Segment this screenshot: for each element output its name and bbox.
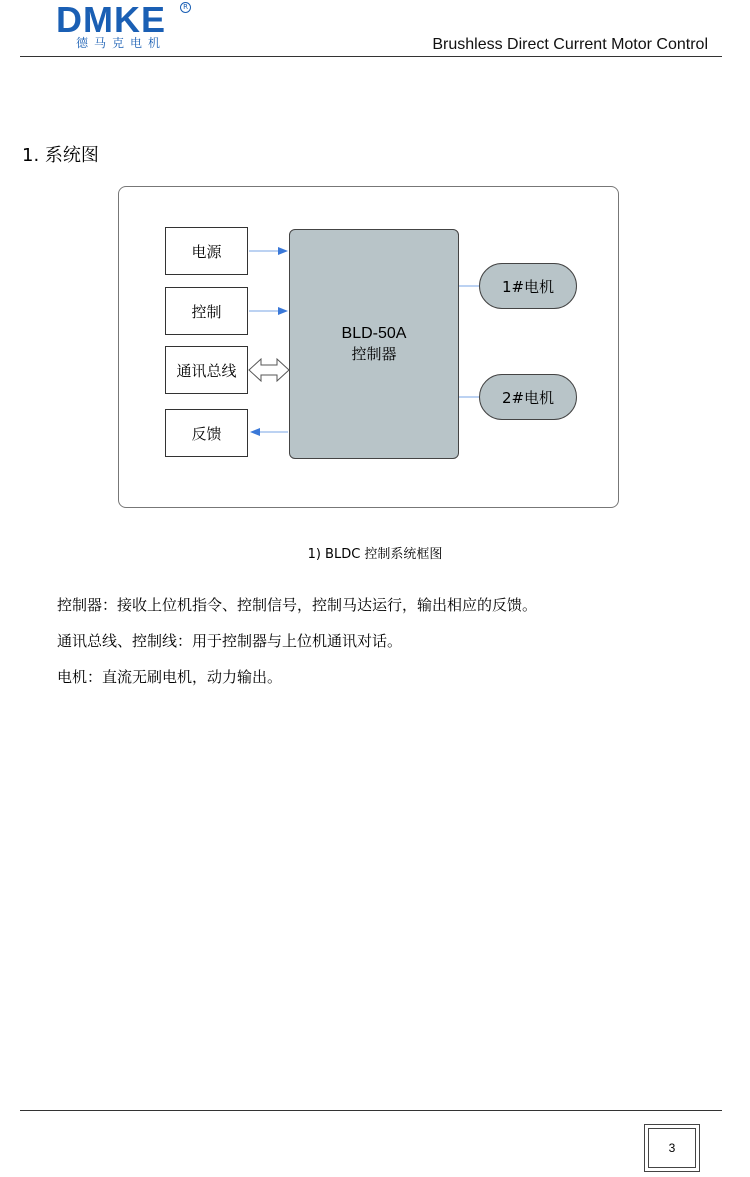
- document-title: Brushless Direct Current Motor Control: [432, 36, 708, 53]
- comm-bus-double-arrow: [249, 359, 289, 381]
- controller-model: BLD-50A: [341, 325, 407, 342]
- motor-1-label: 1#电机: [501, 277, 555, 296]
- diagram-caption: 1) BLDC 控制系统框图: [307, 547, 443, 562]
- feedback-label: 反馈: [191, 424, 222, 443]
- motor-2-label: 2#电机: [501, 388, 555, 407]
- control-label: 控制: [191, 302, 222, 321]
- brand-subtitle: 德马克电机: [76, 36, 167, 50]
- section-heading: 1. 系统图: [22, 145, 99, 166]
- registered-mark: R: [180, 2, 191, 13]
- page-number-box: [644, 1124, 700, 1172]
- comm-bus-label: 通讯总线: [176, 361, 237, 380]
- footer-divider: [20, 1110, 722, 1111]
- page-number: 3: [648, 1128, 696, 1168]
- paragraph-controller: 控制器：接收上位机指令、控制信号，控制马达运行，输出相应的反馈。: [57, 596, 538, 614]
- controller-label: 控制器: [351, 345, 397, 363]
- paragraph-motor: 电机：直流无刷电机，动力输出。: [57, 668, 283, 686]
- power-label: 电源: [191, 242, 222, 261]
- paragraph-comm-bus: 通讯总线、控制线：用于控制器与上位机通讯对话。: [57, 632, 403, 650]
- brand-logo: DMKE: [56, 0, 166, 40]
